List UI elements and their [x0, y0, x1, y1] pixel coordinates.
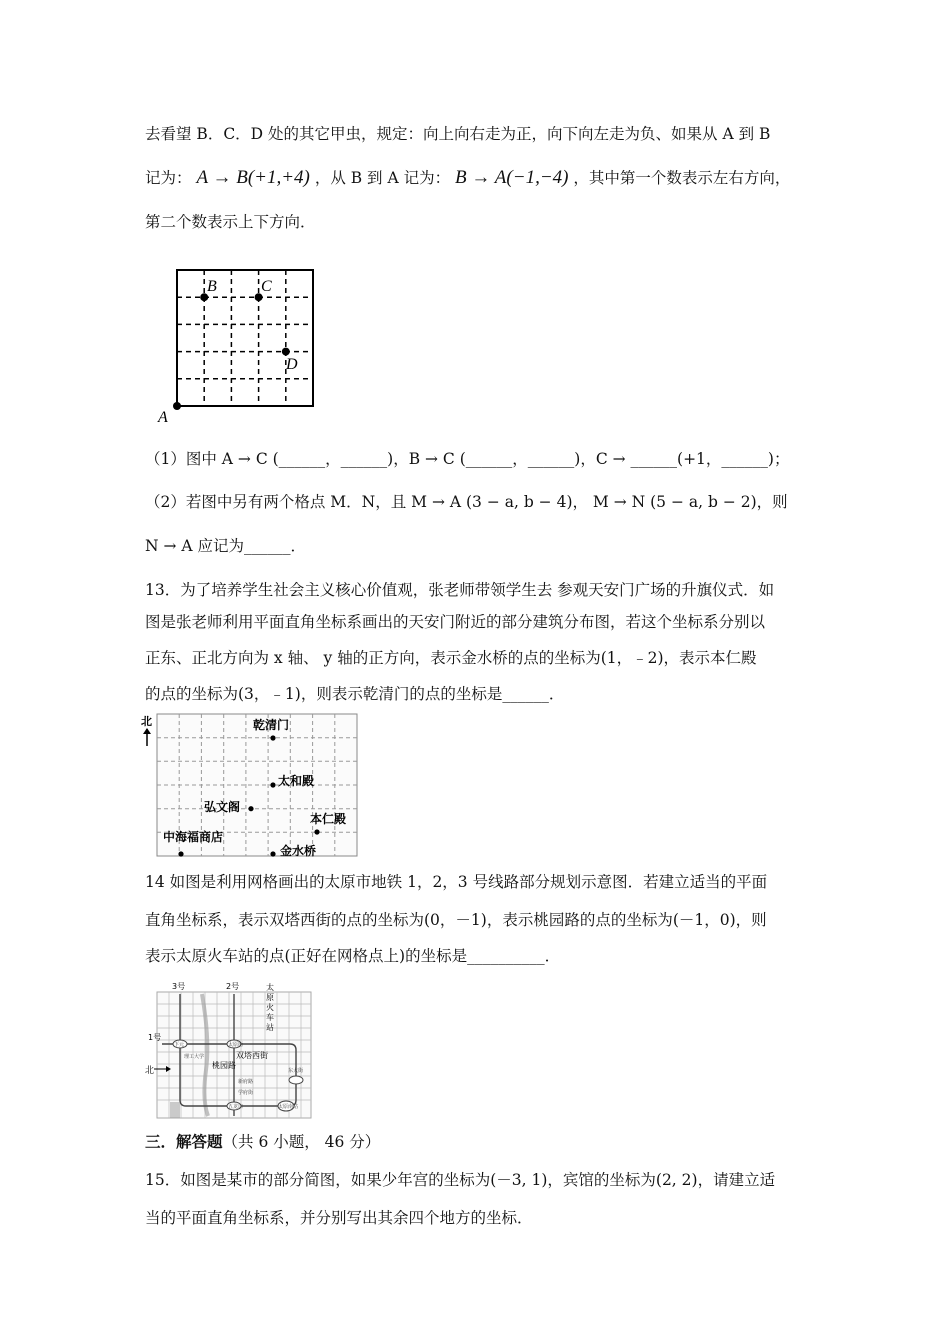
problem-13-line-1: 13．为了培养学生社会主义核心价值观，张老师带领学生去 参观天安门广场的升旗仪式．如	[145, 581, 775, 599]
north-label: 北	[141, 715, 152, 728]
label-qianqingmen: 乾清门	[253, 718, 290, 732]
problem-14-line-3: 表示太原火车站的点(正好在网格点上)的坐标是__________．	[145, 947, 561, 965]
tiananmen-map	[140, 712, 360, 860]
taiyuan-station-label	[266, 982, 274, 1032]
label-benrendian: 本仁殿	[310, 812, 347, 826]
svg-text:太: 太	[266, 983, 274, 992]
label-hongwenge: 弘文阁	[204, 800, 241, 814]
problem-13-line-2: 图是张老师利用平面直角坐标系画出的天安门附近的部分建筑分布图，若这个坐标系分别以	[145, 613, 766, 631]
text: ，其中第一个数表示左右方向，	[573, 169, 791, 187]
problem-14-line-2: 直角坐标系，表示双塔西街的点的坐标为(0，－1)，表示桃园路的点的坐标为(－1，0)，则	[145, 911, 767, 929]
grid-border	[177, 270, 313, 406]
section-3-title: 三．解答题	[145, 1132, 223, 1151]
point-benrendian	[314, 829, 319, 834]
section-3-heading	[145, 1130, 380, 1154]
label-taoyuanlu: 桃园路	[212, 1061, 236, 1070]
point-jinshuiqiao	[270, 851, 275, 856]
question-2-answer: N → A 应记为______．	[145, 537, 307, 555]
svg-text:太原街: 太原街	[228, 1042, 244, 1048]
point-qianqingmen	[270, 735, 275, 740]
problem-13-line-4: 的点的坐标为(3，﹣1)，则表示乾清门的点的坐标是______．	[145, 685, 565, 703]
intro-line-3: 第二个数表示上下方向．	[145, 213, 316, 231]
metro-map	[140, 980, 316, 1120]
intro-line-2	[145, 166, 790, 190]
label-c: C	[261, 278, 272, 295]
station-dongdajie	[289, 1076, 303, 1084]
grid-lines	[177, 270, 313, 406]
question-2: （2）若图中另有两个格点 M．N，且 M → A (3 − a, b − 4)， M → N (5 − a, b − 2)，则	[145, 493, 788, 511]
point-d	[282, 348, 290, 356]
label-zhonghai-store: 中海福商店	[163, 830, 224, 844]
label-jinshuiqiao: 金水桥	[280, 844, 317, 858]
label-taihedian: 太和殿	[278, 774, 315, 788]
svg-text:学府街: 学府街	[238, 1090, 254, 1096]
problem-15-line-1: 15．如图是某市的部分简图，如果少年宫的坐标为(－3, 1)，宾馆的坐标为(2, 2)，请建立适	[145, 1171, 776, 1189]
svg-text:五龙口: 五龙口	[228, 1104, 244, 1110]
intro-line-1: 去看望 B．C．D 处的其它甲虫，规定：向上向右走为正，向下向左走为负、如果从 A 到 B	[145, 125, 771, 143]
problem-13-line-3: 正东、正北方向为 x 轴、 y 轴的正方向，表示金水桥的点的坐标为(1，﹣2)，表示本仁殿	[145, 649, 757, 667]
label-d: D	[286, 356, 298, 373]
point-hongwenge	[248, 806, 253, 811]
label-line-2: 2号	[226, 982, 240, 991]
formula-a-to-b: A → B(+1,+4)	[196, 167, 310, 188]
label-a: A	[158, 409, 168, 426]
label-line-1: 1号	[148, 1033, 162, 1042]
svg-text:车: 车	[266, 1013, 274, 1022]
svg-text:下元: 下元	[174, 1042, 185, 1048]
text: ，从 B 到 A 记为：	[314, 169, 451, 187]
svg-text:太原南站: 太原南站	[278, 1104, 299, 1110]
north-label: 北	[145, 1066, 155, 1076]
point-taihedian	[270, 782, 275, 787]
problem-14-line-1: 14 如图是利用网格画出的太原市地铁 1，2，3 号线路部分规划示意图．若建立适当的平面	[145, 873, 768, 891]
svg-text:东大街: 东大街	[288, 1068, 304, 1074]
text: 记为：	[145, 169, 192, 187]
svg-text:新府路: 新府路	[238, 1079, 254, 1085]
svg-text:理工大学: 理工大学	[184, 1054, 205, 1060]
north-arrow-icon	[143, 728, 151, 734]
point-zhonghai-store	[178, 851, 183, 856]
formula-b-to-a: B → A(−1,−4)	[455, 167, 569, 188]
label-shuangtaxijie: 双塔西街	[236, 1051, 268, 1060]
question-1: （1）图中 A → C (______，______)，B → C (______，______)，C → ______(+1，______)；	[145, 450, 790, 468]
label-line-3: 3号	[172, 982, 186, 991]
label-b: B	[207, 278, 217, 295]
svg-text:站: 站	[266, 1023, 274, 1032]
point-a	[173, 402, 181, 410]
grid-figure	[150, 262, 330, 430]
problem-15-line-2: 当的平面直角坐标系，并分别写出其余四个地方的坐标．	[145, 1209, 533, 1227]
building-shape	[170, 1102, 180, 1118]
section-3-desc: （共 6 小题， 46 分）	[222, 1133, 381, 1151]
svg-text:火: 火	[266, 1003, 274, 1012]
svg-text:原: 原	[266, 993, 274, 1002]
